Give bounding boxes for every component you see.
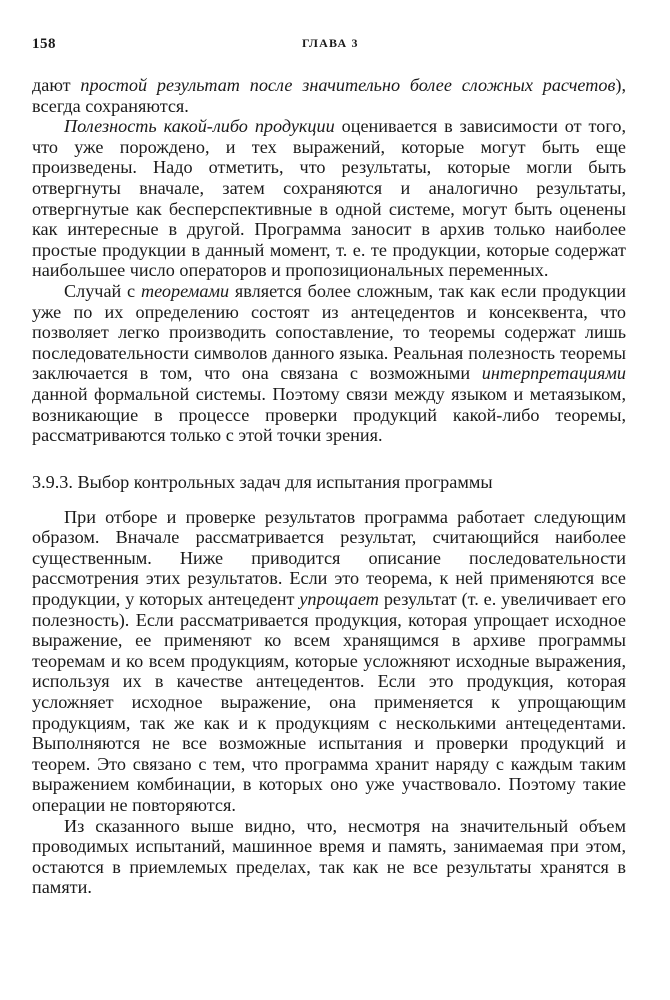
section-title: Выбор контрольных задач для испытания программы (77, 471, 493, 492)
paragraph-theorems (32, 281, 626, 446)
text-run: дают (32, 75, 81, 95)
text-run: Из сказанного выше видно, что, несмотря на значительный объем проводимых испытаний, машинное время и память, занимаемая при этом, остаются в приемлемых пределах, так как не все результаты хранятся в памяти. (32, 815, 626, 898)
text-run: оценивается в зависимости от того, что уже порождено, и тех выражений, которые могут быть еще произведены. Надо отметить, что результаты, которые могли быть отвергнуты вначале, затем сохраняются и аналогично результаты, отвергнутые как бесперспективные в одной системе, могут быть оценены как интересные в другой. Программа заносит в архив только наиболее простые продукции в данный момент, т. е. те продукции, которые содержат наибольшее число операторов и пропозициональных переменных. (32, 116, 626, 281)
text-run: данной формальной системы. Поэтому связи между языком и метаязыком, возникающие в процессе проверки продукций какой-либо теоремы, рассматриваются только с этой точки зрения. (32, 383, 626, 446)
italic-run: интерпретациями (481, 363, 626, 384)
section-number: 3.9.3. (32, 471, 73, 492)
book-page (32, 28, 626, 898)
paragraph-continued (32, 75, 626, 116)
text-run: Случай с (64, 280, 141, 301)
paragraph-conclusion (32, 816, 626, 898)
paragraph-selection (32, 507, 626, 816)
italic-run: упрощает (299, 589, 379, 610)
page-number: 158 (32, 36, 56, 52)
italic-run: простой результат после значительно более сложных расчетов (80, 75, 616, 95)
text-run: результат (т. е. увеличивает его полезность). Если рассматривается продукция, которая упрощает исходное выражение, ее применяют ко всем хранящимся в архиве программы теоремам и ко всем продукциям, которые усложняют исходные выражения, используя их в качестве антецедентов. Если это продукция, которая усложняет исходное выражение, она применяется к упрощающим продукциям, так же как и к продукциям с несколькими антецедентами. Выполняются не все возможные испытания и проверки продукций и теорем. Это связано с тем, что программа хранит наряду с каждым таким выражением комбинации, в которых оно уже участвовало. Поэтому такие операции не повторяются. (32, 589, 627, 815)
chapter-title: ГЛАВА 3 (302, 36, 359, 50)
text-run: При отборе и проверке результатов программа работает следующим образом. Вначале рассматривается результат, считающийся наиболее существенным. Ниже приводится описание последовательности рассмотрения этих результатов. Если это теорема, к ней применяются все продукции, у которых антецедент (32, 506, 626, 610)
italic-run: теоремами (140, 280, 230, 301)
italic-run: Полезность какой-либо продукции (64, 116, 335, 137)
paragraph-usefulness (32, 116, 626, 281)
text-run: ), всегда сохраняются. (32, 75, 626, 116)
section-heading (32, 472, 626, 493)
running-head (32, 28, 626, 54)
text-run: является более сложным, так как если продукции уже по их определению состоят из антецедентов и консеквента, что позволяет легко производить сопоставление, то теоремы содержат лишь последовательности символов данного языка. Реальная полезность теоремы заключается в том, что она связана с возможными (32, 280, 627, 384)
